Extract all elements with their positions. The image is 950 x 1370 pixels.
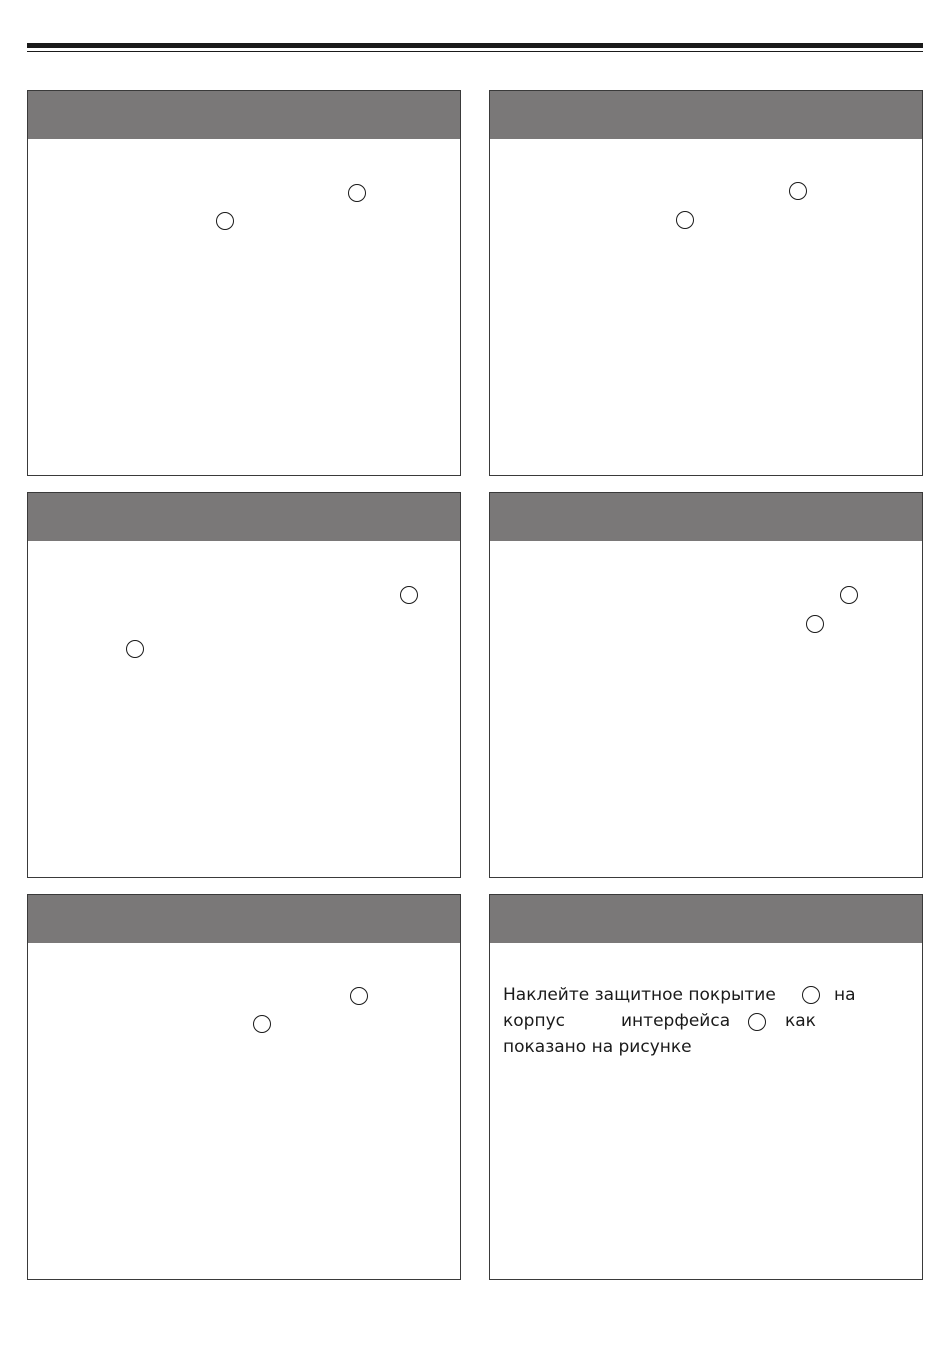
header-rule-thick	[27, 43, 923, 48]
panel-header	[490, 895, 922, 943]
instruction-panel-5	[27, 894, 461, 1280]
callout-circle-icon	[253, 1015, 271, 1033]
instruction-panel-4	[489, 492, 923, 878]
panel-header	[28, 895, 460, 943]
instruction-panel-2	[489, 90, 923, 476]
instruction-text-line3: показано на рисунке	[503, 1037, 692, 1057]
header-rule-thin	[27, 51, 923, 52]
panel-header	[490, 493, 922, 541]
callout-circle-icon	[350, 987, 368, 1005]
callout-circle-icon	[216, 212, 234, 230]
callout-circle-icon	[126, 640, 144, 658]
callout-circle-icon	[676, 211, 694, 229]
callout-circle-icon	[348, 184, 366, 202]
instruction-panel-1	[27, 90, 461, 476]
instruction-panel-6	[489, 894, 923, 1280]
instruction-text-line1-start: Наклейте защитное покрытие	[503, 985, 776, 1005]
panel-header	[28, 493, 460, 541]
instruction-text-line1-end: на	[834, 985, 856, 1005]
callout-circle-icon	[802, 986, 820, 1004]
instruction-text-line2-word3: как	[785, 1011, 816, 1031]
instruction-text-line2-word2: интерфейса	[621, 1011, 731, 1031]
instruction-text-line2-word1: корпус	[503, 1011, 565, 1031]
callout-circle-icon	[400, 586, 418, 604]
panel-header	[490, 91, 922, 139]
callout-circle-icon	[748, 1013, 766, 1031]
callout-circle-icon	[840, 586, 858, 604]
panel-header	[28, 91, 460, 139]
callout-circle-icon	[806, 615, 824, 633]
instruction-panel-3	[27, 492, 461, 878]
callout-circle-icon	[789, 182, 807, 200]
